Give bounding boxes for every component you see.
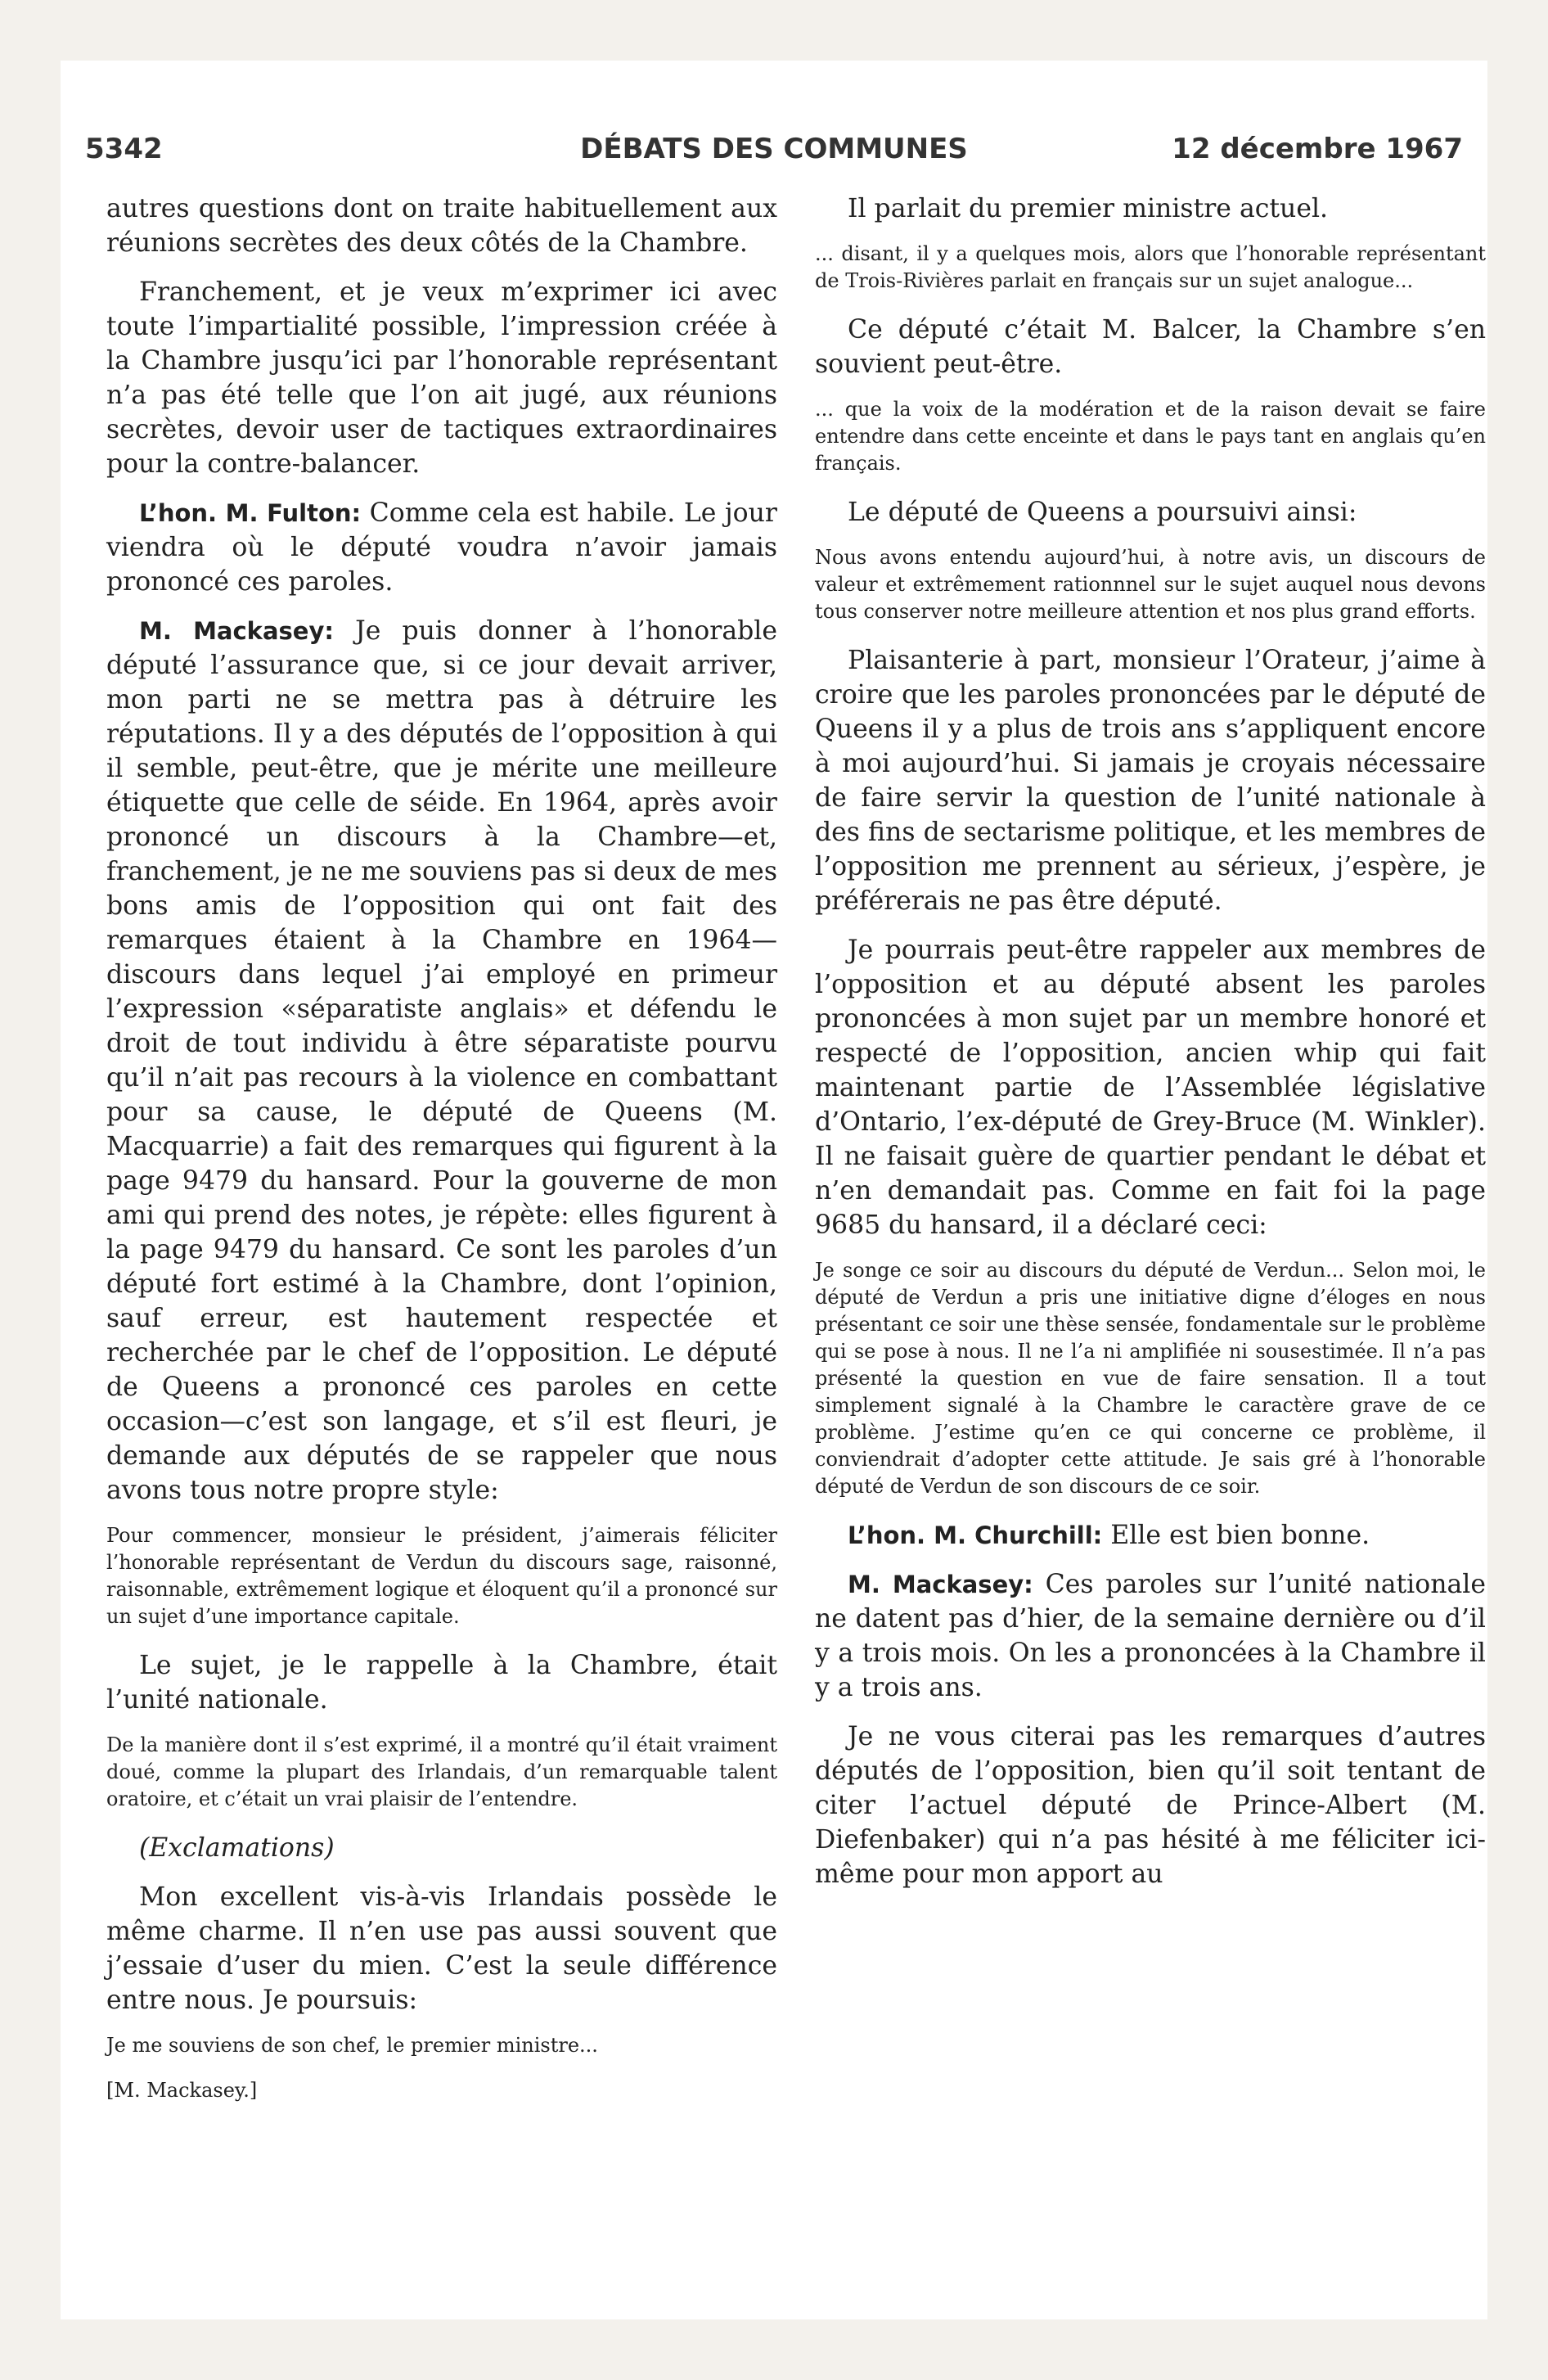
paragraph: Le député de Queens a poursuivi ainsi: bbox=[848, 498, 1357, 527]
speech-text: Elle est bien bonne. bbox=[1110, 1521, 1370, 1550]
block-quote: Nous avons entendu aujourd’hui, à notre avis, un discours de valeur et extrêmement rationnnel sur le sujet auquel nous devons tous conserver notre meilleure attention et nos plus grand efforts. bbox=[815, 546, 1486, 623]
block-quote: Je songe ce soir au discours du député de Verdun... Selon moi, le député de Verdun a pris une initiative digne d’éloges en nous présentant ce soir une thèse sensée, fondamentale sur le problème qui se pose à nous. Il ne l’a ni amplifiée ni sousestimée. Il n’a pas présenté la question en vue de faire sensation. Il a tout simplement signalé à la Chambre le caractère grave de ce problème. J’estime qu’en ce qui concerne ce problème, il conviendrait d’adopter cette attitude. Je sais gré à l’honorable député de Verdun de son discours de ce soir. bbox=[815, 1259, 1486, 1498]
paragraph: Ce député c’était M. Balcer, la Chambre s’en souvient peut-être. bbox=[815, 315, 1486, 379]
block-quote: Pour commencer, monsieur le président, j’aimerais féliciter l’honorable représentant de Verdun du discours sage, raisonné, raisonnable, extrêmement logique et éloquent qu’il a prononcé sur un sujet d’une importance capitale. bbox=[106, 1524, 777, 1628]
paragraph: Franchement, et je veux m’exprimer ici avec toute l’impartialité possible, l’impression créée à la Chambre jusqu’ici par l’honorable représentant n’a pas été telle que l’on ait jugé, aux réunions secrètes, devoir user de tactiques extraordinaires pour la contre-balancer. bbox=[106, 277, 777, 479]
speech-fulton bbox=[106, 496, 777, 599]
speaker-name: L’hon. M. Fulton: bbox=[139, 499, 362, 527]
page-header bbox=[85, 133, 1463, 178]
block-quote: Je me souviens de son chef, le premier ministre... bbox=[106, 2034, 598, 2057]
paragraph: Il parlait du premier ministre actuel. bbox=[848, 194, 1329, 223]
exclamations: (Exclamations) bbox=[139, 1833, 335, 1863]
block-quote: De la manière dont il s’est exprimé, il a montré qu’il était vraiment doué, comme la plupart des Irlandais, d’un remarquable talent oratoire, et c’était un vrai plaisir de l’entendre. bbox=[106, 1733, 777, 1810]
speaker-name: M. Mackasey: bbox=[848, 1571, 1033, 1598]
speaker-name: M. Mackasey: bbox=[139, 617, 334, 645]
block-quote: ... disant, il y a quelques mois, alors que l’honorable représentant de Trois-Rivières parlait en français sur un sujet analogue... bbox=[815, 242, 1486, 292]
speech-churchill bbox=[815, 1518, 1486, 1553]
paragraph: Mon excellent vis-à-vis Irlandais possède le même charme. Il n’en use pas aussi souvent que j’essaie d’user du mien. C’est la seule différence entre nous. Je poursuis: bbox=[106, 1882, 777, 2015]
speech-mackasey bbox=[815, 1567, 1486, 1705]
speech-text: Comme cela est habile. Le jour viendra où le député voudra n’avoir jamais prononcé ces paroles. bbox=[106, 498, 777, 597]
paragraph: Plaisanterie à part, monsieur l’Orateur, j’aime à croire que les paroles prononcées par le député de Queens il y a plus de trois ans s’appliquent encore à moi aujourd’hui. Si jamais je croyais nécessaire de faire servir la question de l’unité nationale à des fins de sectarisme politique, et les membres de l’opposition me prennent au sérieux, j’espère, je préférerais ne pas être député. bbox=[815, 646, 1486, 916]
speaker-attribution: [M. Mackasey.] bbox=[106, 2079, 258, 2102]
paragraph: autres questions dont on traite habituellement aux réunions secrètes des deux côtés de la Chambre. bbox=[106, 194, 777, 258]
paragraph: Je ne vous citerai pas les remarques d’autres députés de l’opposition, bien qu’il soit tentant de citer l’actuel député de Prince-Albert (M. Diefenbaker) qui n’a pas hésité à me féliciter ici-même pour mon apport au bbox=[815, 1722, 1486, 1889]
speech-text: Je puis donner à l’honorable député l’assurance que, si ce jour devait arriver, mon parti ne se mettra pas à détruire les réputations. Il y a des députés de l’opposition à qui il semble, peut-être, que je mérite une meilleure étiquette que celle de séide. En 1964, après avoir prononcé un discours à la Chambre—et, franchement, je ne me souviens pas si deux de mes bons amis de l’opposition qui ont fait des remarques étaient à la Chambre en 1964—discours dans lequel j’ai employé en primeur l’expression «séparatiste anglais» et défendu le droit de tout individu à être séparatiste pourvu qu’il n’ait pas recours à la violence en combattant pour sa cause, le député de Queens (M. Macquarrie) a fait des remarques qui figurent à la page 9479 du hansard. Pour la gouverne de mon ami qui prend des notes, je répète: elles figurent à la page 9479 du hansard. Ce sont les paroles d’un député fort estimé à la Chambre, dont l’opinion, sauf erreur, est hautement respectée et recherchée par le chef de l’opposition. Le député de Queens a prononcé ces paroles en cette occasion—c’est son langage, et s’il est fleuri, je demande aux députés de se rappeler que nous avons tous notre propre style: bbox=[106, 616, 777, 1505]
block-quote: ... que la voix de la modération et de la raison devait se faire entendre dans cette enceinte et dans le pays tant en anglais qu’en français. bbox=[815, 398, 1486, 475]
speaker-name: L’hon. M. Churchill: bbox=[848, 1521, 1103, 1549]
left-column bbox=[106, 192, 777, 2104]
speech-text: Ces paroles sur l’unité nationale ne datent pas d’hier, de la semaine dernière ou d’il y a trois mois. On les a prononcées à la Chambre il y a trois ans. bbox=[815, 1570, 1487, 1702]
paragraph: Le sujet, je le rappelle à la Chambre, était l’unité nationale. bbox=[106, 1651, 777, 1715]
speech-mackasey bbox=[106, 614, 777, 1508]
page bbox=[61, 61, 1487, 2319]
publication-title: DÉBATS DES COMMUNES bbox=[580, 133, 968, 165]
page-number: 5342 bbox=[85, 133, 163, 165]
paragraph: Je pourrais peut-être rappeler aux membres de l’opposition et au député absent les paroles prononcées à mon sujet par un membre honoré et respecté de l’opposition, ancien whip qui fait maintenant partie de l’Assemblée législative d’Ontario, l’ex-député de Grey-Bruce (M. Winkler). Il ne faisait guère de quartier pendant le débat et n’en demandait pas. Comme en fait foi la page 9685 du hansard, il a déclaré ceci: bbox=[815, 935, 1486, 1240]
right-column bbox=[815, 192, 1486, 1906]
page-date: 12 décembre 1967 bbox=[1172, 133, 1463, 165]
